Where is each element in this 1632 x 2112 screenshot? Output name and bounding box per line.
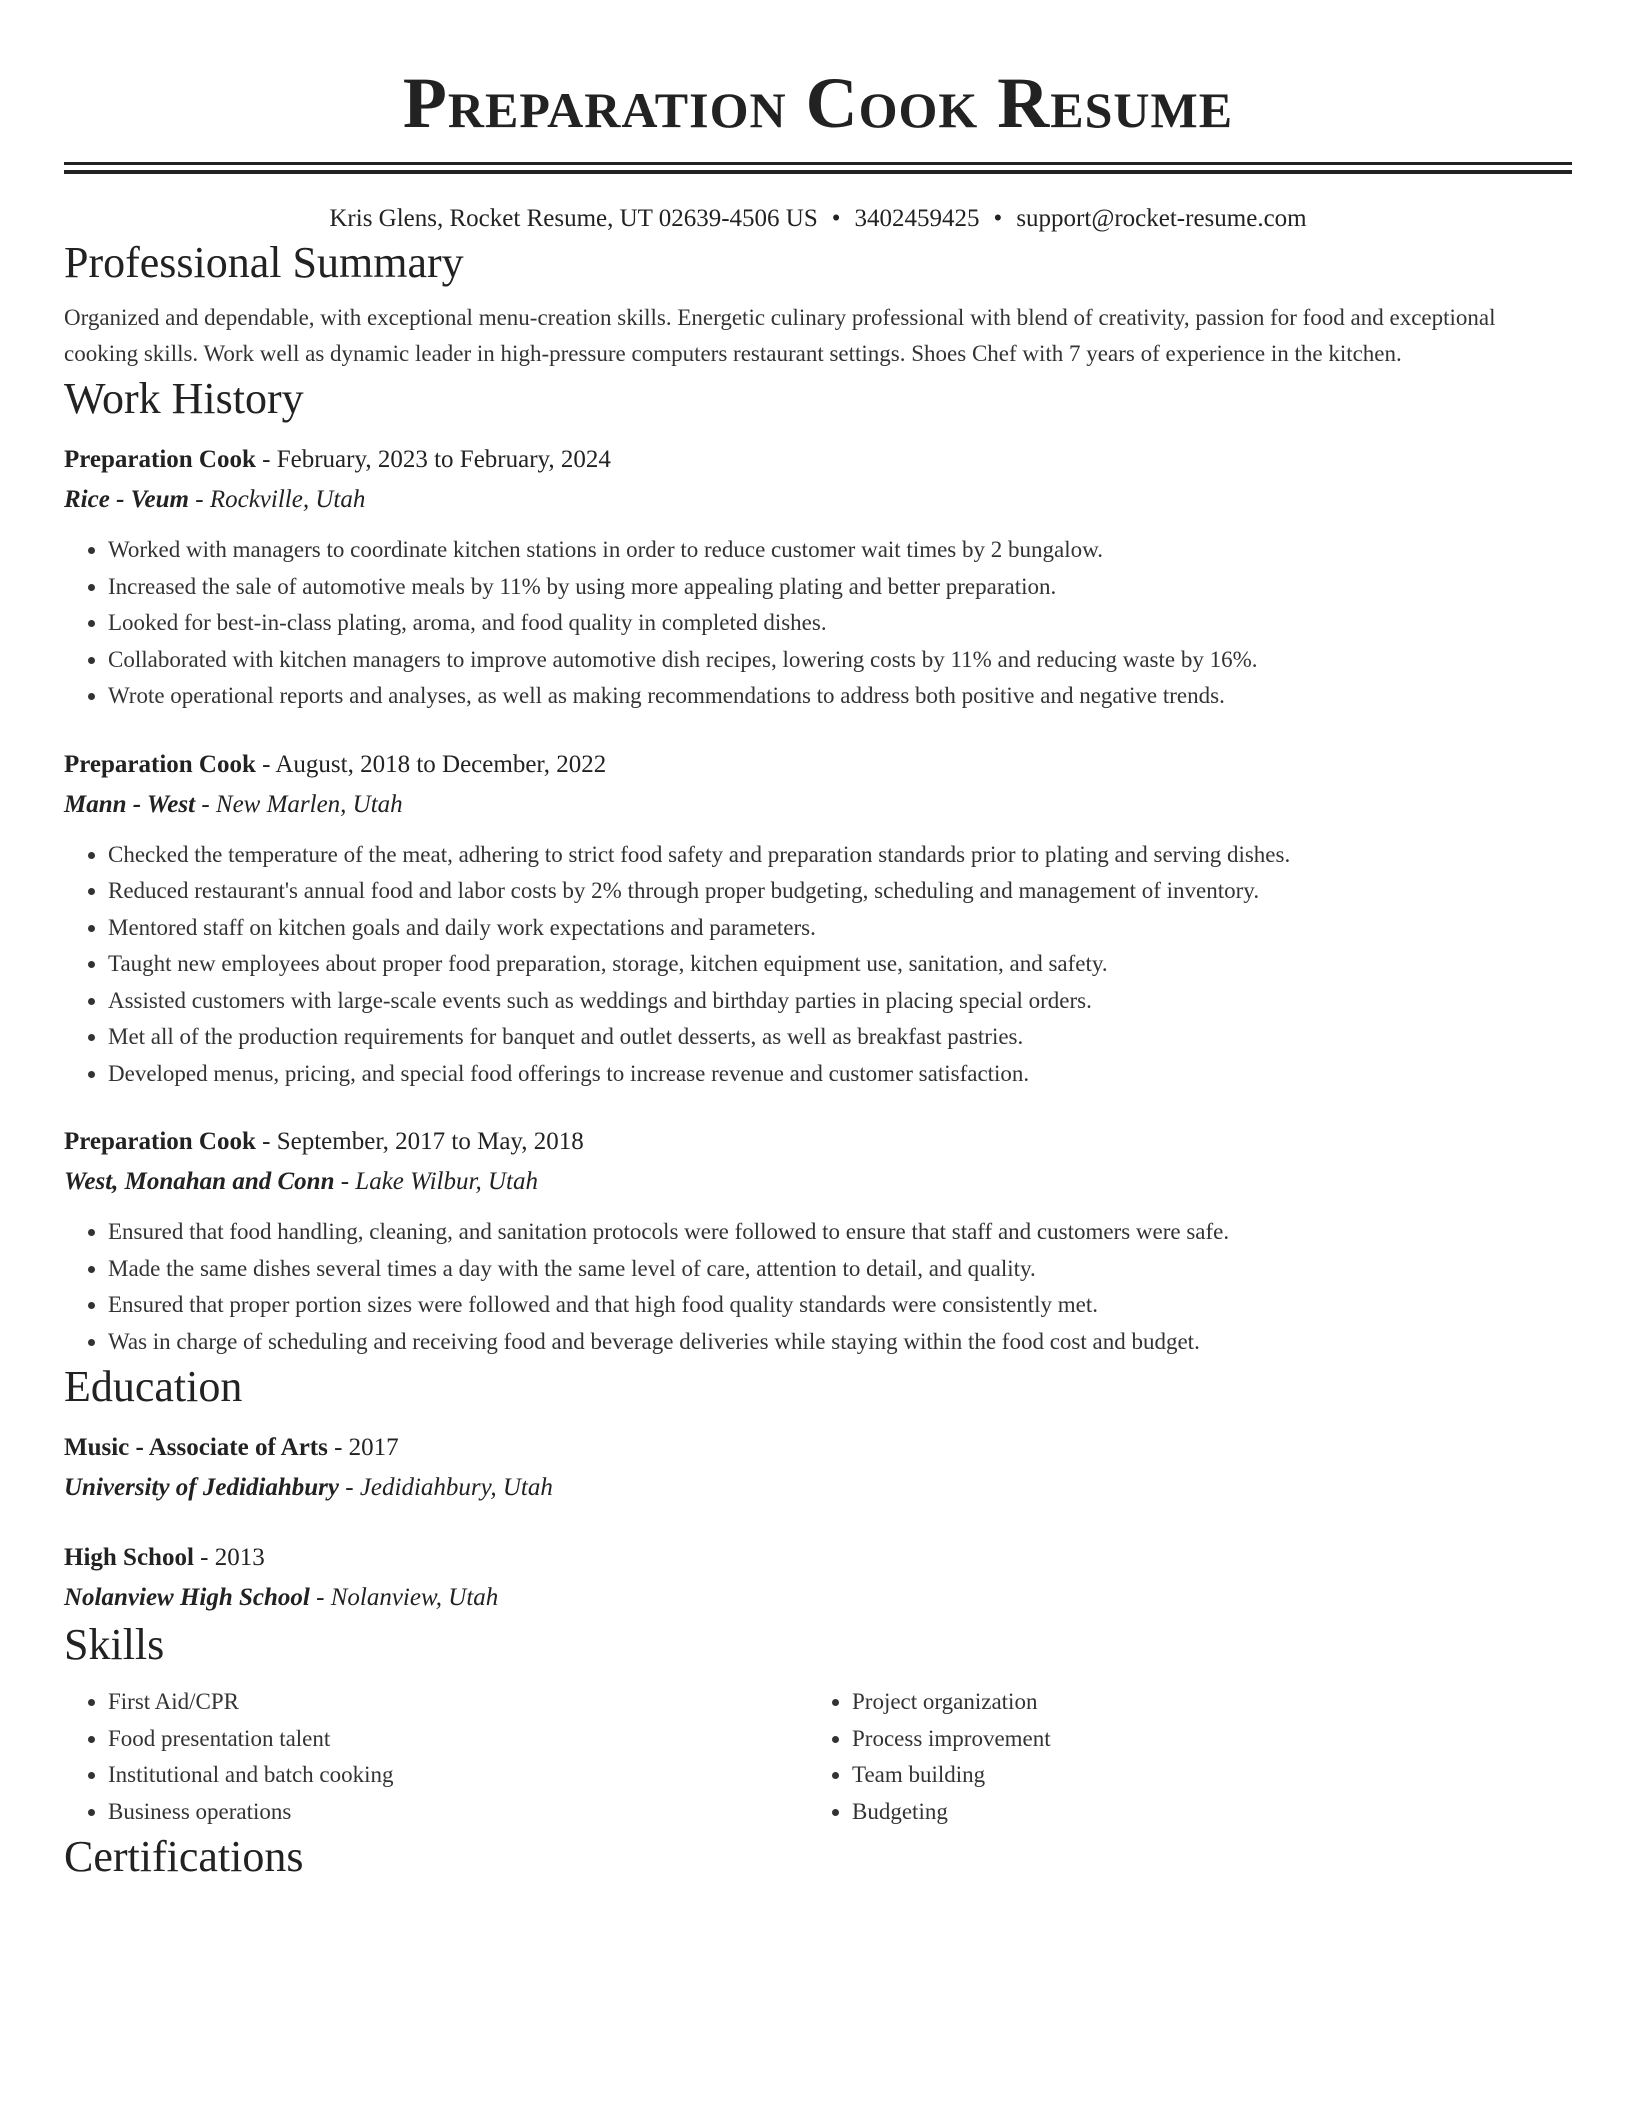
contact-email: support@rocket-resume.com: [1016, 205, 1307, 232]
school-location: - Jedidiahbury, Utah: [339, 1474, 553, 1501]
degree-year: - 2017: [327, 1434, 399, 1461]
job-entry: [64, 745, 1572, 1093]
job-title: Preparation Cook: [64, 1128, 256, 1155]
job-title-line: [64, 440, 1572, 480]
skills-columns: [64, 1684, 1572, 1830]
employer-name: Rice - Veum: [64, 486, 189, 513]
employer-line: [64, 785, 1572, 825]
school-name: Nolanview High School: [64, 1584, 310, 1611]
contact-separator: •: [993, 205, 1003, 232]
skill-item: • First Aid/CPR: [108, 1684, 808, 1721]
skill-item: • Food presentation talent: [108, 1721, 808, 1758]
list-item: • Reduced restaurant's annual food and labor costs by 2% through proper budgeting, scheduling and management of inventory.: [108, 873, 1572, 910]
degree-name: Music - Associate of Arts: [64, 1434, 328, 1461]
section-heading-work-history: Work History: [64, 374, 304, 423]
skill-item: • Process improvement: [852, 1721, 1552, 1758]
job-title: Preparation Cook: [64, 446, 256, 473]
employer-line: [64, 1162, 1572, 1202]
contact-line: [64, 202, 1572, 236]
skill-item: • Team building: [852, 1757, 1552, 1794]
school-line: [64, 1468, 1572, 1508]
list-item: • Made the same dishes several times a day with the same level of care, attention to detail, and quality.: [108, 1251, 1572, 1288]
job-title-line: [64, 1122, 1572, 1162]
contact-separator: •: [831, 205, 841, 232]
skills-list-left: [64, 1684, 808, 1830]
resume-page: [64, 0, 1572, 1884]
section-heading-summary: Professional Summary: [64, 238, 464, 287]
job-dates: - September, 2017 to May, 2018: [255, 1128, 584, 1155]
skill-item: • Institutional and batch cooking: [108, 1757, 808, 1794]
job-title-line: [64, 745, 1572, 785]
degree-year: - 2013: [193, 1544, 265, 1571]
job-duties-list: [64, 837, 1572, 1093]
section-heading-skills: Skills: [64, 1620, 165, 1669]
job-dates: - February, 2023 to February, 2024: [255, 446, 611, 473]
list-item: • Taught new employees about proper food preparation, storage, kitchen equipment use, sanitation, and safety.: [108, 946, 1572, 983]
degree-line: [64, 1538, 1572, 1578]
list-item: • Developed menus, pricing, and special food offerings to increase revenue and customer satisfaction.: [108, 1056, 1572, 1093]
title-divider: [64, 162, 1572, 174]
list-item: • Ensured that proper portion sizes were followed and that high food quality standards were consistently met.: [108, 1287, 1572, 1324]
contact-phone: 3402459425: [854, 205, 980, 232]
school-location: - Nolanview, Utah: [309, 1584, 499, 1611]
list-item: • Assisted customers with large-scale events such as weddings and birthday parties in placing special orders.: [108, 983, 1572, 1020]
list-item: • Mentored staff on kitchen goals and daily work expectations and parameters.: [108, 910, 1572, 947]
skill-item: • Budgeting: [852, 1794, 1552, 1831]
list-item: • Met all of the production requirements for banquet and outlet desserts, as well as breakfast pastries.: [108, 1019, 1572, 1056]
job-dates: - August, 2018 to December, 2022: [255, 750, 607, 778]
school-name: University of Jedidiahbury: [64, 1474, 339, 1501]
list-item: • Worked with managers to coordinate kitchen stations in order to reduce customer wait times by 2 bungalow.: [108, 532, 1572, 569]
education-entry: [64, 1428, 1572, 1508]
degree-name: High School: [64, 1544, 194, 1571]
list-item: • Wrote operational reports and analyses, as well as making recommendations to address both positive and negative trends.: [108, 678, 1572, 715]
section-heading-education: Education: [64, 1362, 243, 1411]
employer-name: West, Monahan and Conn: [64, 1168, 335, 1195]
list-item: • Ensured that food handling, cleaning, and sanitation protocols were followed to ensure that staff and customers were safe.: [108, 1214, 1572, 1251]
list-item: • Looked for best-in-class plating, aroma, and food quality in completed dishes.: [108, 605, 1572, 642]
list-item: • Checked the temperature of the meat, adhering to strict food safety and preparation standards prior to plating and serving dishes.: [108, 837, 1572, 874]
job-entry: [64, 1122, 1572, 1360]
school-line: [64, 1578, 1572, 1618]
employer-location: - Lake Wilbur, Utah: [334, 1168, 538, 1195]
employer-line: [64, 480, 1572, 520]
education-entry: [64, 1538, 1572, 1618]
skill-item: • Business operations: [108, 1794, 808, 1831]
list-item: • Collaborated with kitchen managers to improve automotive dish recipes, lowering costs by 11% and reducing waste by 16%.: [108, 642, 1572, 679]
job-duties-list: [64, 1214, 1572, 1360]
employer-location: - New Marlen, Utah: [195, 790, 403, 818]
job-duties-list: [64, 532, 1572, 715]
list-item: • Increased the sale of automotive meals by 11% by using more appealing plating and better preparation.: [108, 569, 1572, 606]
job-entry: [64, 440, 1572, 715]
resume-title: Preparation Cook Resume: [402, 63, 1234, 143]
section-heading-certifications: Certifications: [64, 1832, 304, 1881]
contact-address: Kris Glens, Rocket Resume, UT 02639-4506 US: [329, 205, 818, 232]
skills-list-right: [808, 1684, 1552, 1830]
degree-line: [64, 1428, 1572, 1468]
job-title: Preparation Cook: [64, 750, 256, 778]
list-item: • Was in charge of scheduling and receiving food and beverage deliveries while staying within the food cost and budget.: [108, 1324, 1572, 1361]
summary-text: Organized and dependable, with exceptional menu-creation skills. Energetic culinary professional with blend of creativity, passion for food and exceptional cooking skills. Work well as dynamic leader in high-pressure computers restaurant settings. Shoes Chef with 7 years of experience in the kitchen.: [64, 305, 1496, 366]
skill-item: • Project organization: [852, 1684, 1552, 1721]
employer-location: - Rockville, Utah: [189, 486, 366, 513]
employer-name: Mann - West: [64, 790, 196, 818]
